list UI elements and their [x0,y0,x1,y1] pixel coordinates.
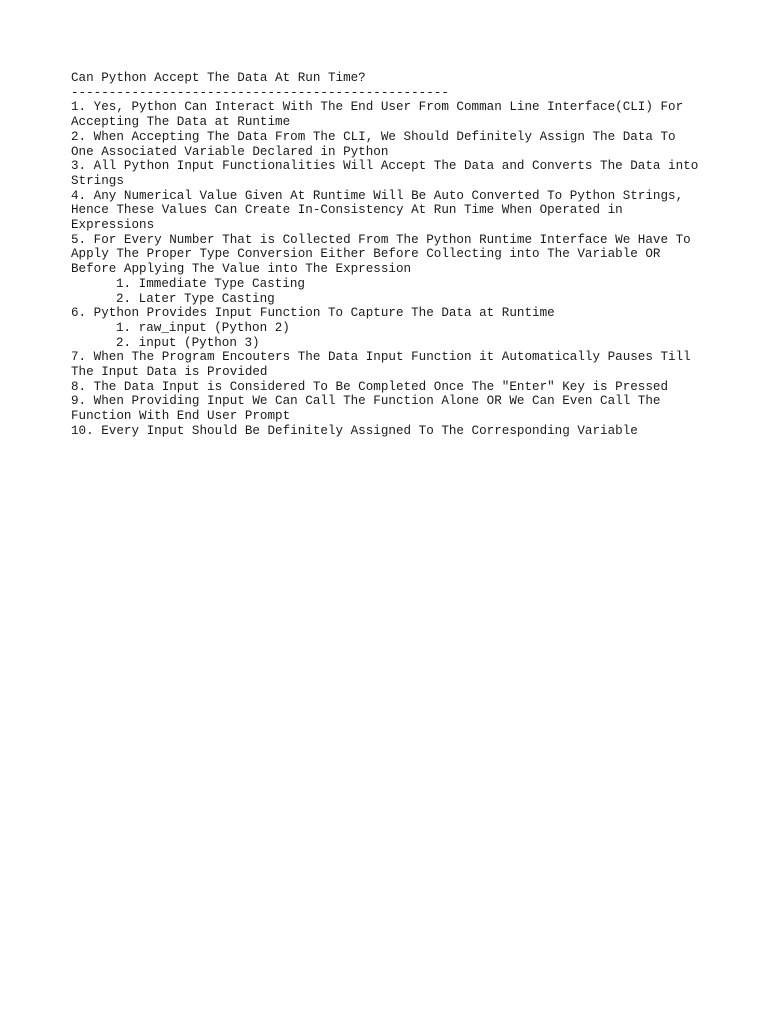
point-1-line-2: Accepting The Data at Runtime [71,115,291,130]
point-3-line-1: 3. All Python Input Functionalities Will Accept The Data and Converts The Data into [71,159,699,174]
point-6-subitem-2: 2. input (Python 3) [116,335,260,350]
point-5-line-2: Apply The Proper Type Conversion Either Before Collecting into The Variable OR [71,247,661,262]
document-title: Can Python Accept The Data At Run Time? [71,71,366,85]
point-7-line-2: The Input Data is Provided [71,365,268,380]
point-5-line-3: Before Applying The Value into The Expression [71,262,412,277]
point-3-line-2: Strings [71,173,124,188]
point-9-line-1: 9. When Providing Input We Can Call The Function Alone OR We Can Even Call The [71,394,661,409]
point-1-line-1: 1. Yes, Python Can Interact With The End User From Comman Line Interface(CLI) For [71,100,684,115]
point-2-line-2: One Associated Variable Declared in Python [71,144,389,159]
point-10-line-1: 10. Every Input Should Be Definitely Assigned To The Corresponding Variable [71,423,638,438]
point-4-line-2: Hence These Values Can Create In-Consistency At Run Time When Operated in [71,203,623,218]
title-separator: -------------------------------------------------- [71,85,449,100]
point-4-line-3: Expressions [71,218,155,233]
point-5-subitem-2: 2. Later Type Casting [116,291,275,306]
point-4-line-1: 4. Any Numerical Value Given At Runtime Will Be Auto Converted To Python Strings, [71,188,684,203]
point-9-line-2: Function With End User Prompt [71,409,291,424]
point-6-subitem-1: 1. raw_input (Python 2) [116,320,290,335]
point-7-line-1: 7. When The Program Encouters The Data Input Function it Automatically Pauses Till [71,350,691,365]
point-5-line-1: 5. For Every Number That is Collected From The Python Runtime Interface We Have To [71,232,691,247]
document-page [71,71,721,439]
point-8-line-1: 8. The Data Input is Considered To Be Completed Once The "Enter" Key is Pressed [71,379,669,394]
point-6-line-1: 6. Python Provides Input Function To Capture The Data at Runtime [71,306,555,321]
point-2-line-1: 2. When Accepting The Data From The CLI, We Should Definitely Assign The Data To [71,129,676,144]
point-5-subitem-1: 1. Immediate Type Casting [116,276,305,291]
